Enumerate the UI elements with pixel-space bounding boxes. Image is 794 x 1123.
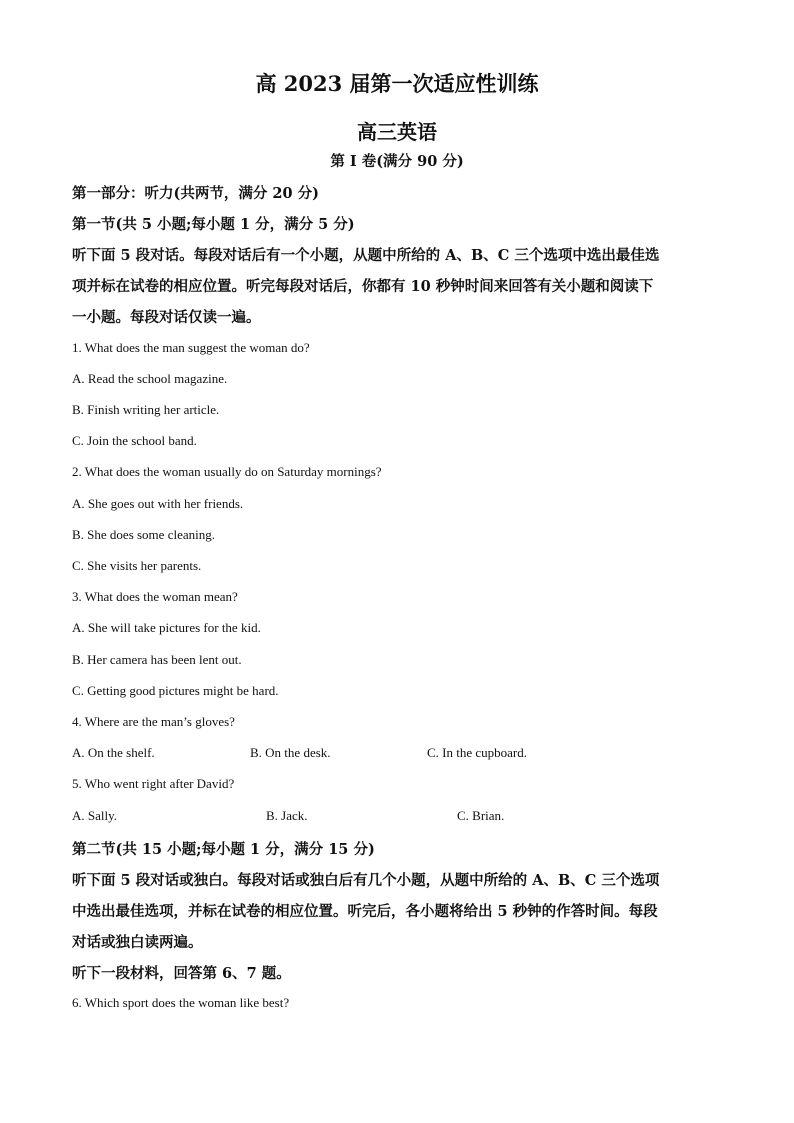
question-3-stem: 3. What does the woman mean?	[72, 589, 238, 604]
section2-instruction-line: 听下面 5 段对话或独白。每段对话或独白后有几个小题，从题中所给的 A、B、C 三个选项	[72, 872, 660, 889]
question-1-option-a: A. Read the school magazine.	[72, 371, 228, 386]
question-3-option-a: A. She will take pictures for the kid.	[72, 620, 261, 635]
question-3-option-b: B. Her camera has been lent out.	[72, 652, 242, 667]
question-2-option-a: A. She goes out with her friends.	[72, 496, 244, 511]
question-4-option-c: C. In the cupboard.	[427, 745, 528, 760]
question-2-stem: 2. What does the woman usually do on Saturday mornings?	[72, 464, 382, 479]
question-6-stem: 6. Which sport does the woman like best?	[72, 995, 290, 1010]
section1-heading: 第一节(共 5 小题;每小题 1 分，满分 5 分)	[72, 216, 355, 233]
question-1-stem: 1. What does the man suggest the woman do?	[72, 340, 310, 355]
question-2-option-b: B. She does some cleaning.	[72, 527, 215, 542]
material-note: 听下一段材料，回答第 6、7 题。	[72, 965, 291, 982]
question-4-stem: 4. Where are the man’s gloves?	[72, 714, 235, 729]
section1-instruction-line: 听下面 5 段对话。每段对话后有一个小题，从题中所给的 A、B、C 三个选项中选出最佳选	[72, 247, 660, 264]
volume-heading: 第 I 卷(满分 90 分)	[330, 153, 464, 170]
exam-title: 高 2023 届第一次适应性训练	[255, 71, 539, 96]
question-1-option-b: B. Finish writing her article.	[72, 402, 220, 417]
question-5-stem: 5. Who went right after David?	[72, 776, 235, 791]
part1-heading: 第一部分：听力(共两节，满分 20 分)	[72, 185, 319, 202]
section2-heading: 第二节(共 15 小题;每小题 1 分，满分 15 分)	[72, 841, 375, 858]
section1-instruction-line: 项并标在试卷的相应位置。听完每段对话后，你都有 10 秒钟时间来回答有关小题和阅读下	[72, 278, 654, 295]
question-1-option-c: C. Join the school band.	[72, 433, 197, 448]
question-5-option-a: A. Sally.	[72, 808, 118, 823]
section2-instruction-line: 中选出最佳选项，并标在试卷的相应位置。听完后，各小题将给出 5 秒钟的作答时间。每段	[72, 903, 658, 920]
question-3-option-c: C. Getting good pictures might be hard.	[72, 683, 279, 698]
question-4-option-b: B. On the desk.	[250, 745, 331, 760]
question-2-option-c: C. She visits her parents.	[72, 558, 202, 573]
question-4-option-a: A. On the shelf.	[72, 745, 155, 760]
section2-instruction-line: 对话或独白读两遍。	[72, 934, 203, 951]
exam-subject: 高三英语	[357, 120, 437, 144]
section1-instruction-line: 一小题。每段对话仅读一遍。	[72, 309, 261, 326]
question-5-option-c: C. Brian.	[457, 808, 505, 823]
question-5-option-b: B. Jack.	[266, 808, 308, 823]
